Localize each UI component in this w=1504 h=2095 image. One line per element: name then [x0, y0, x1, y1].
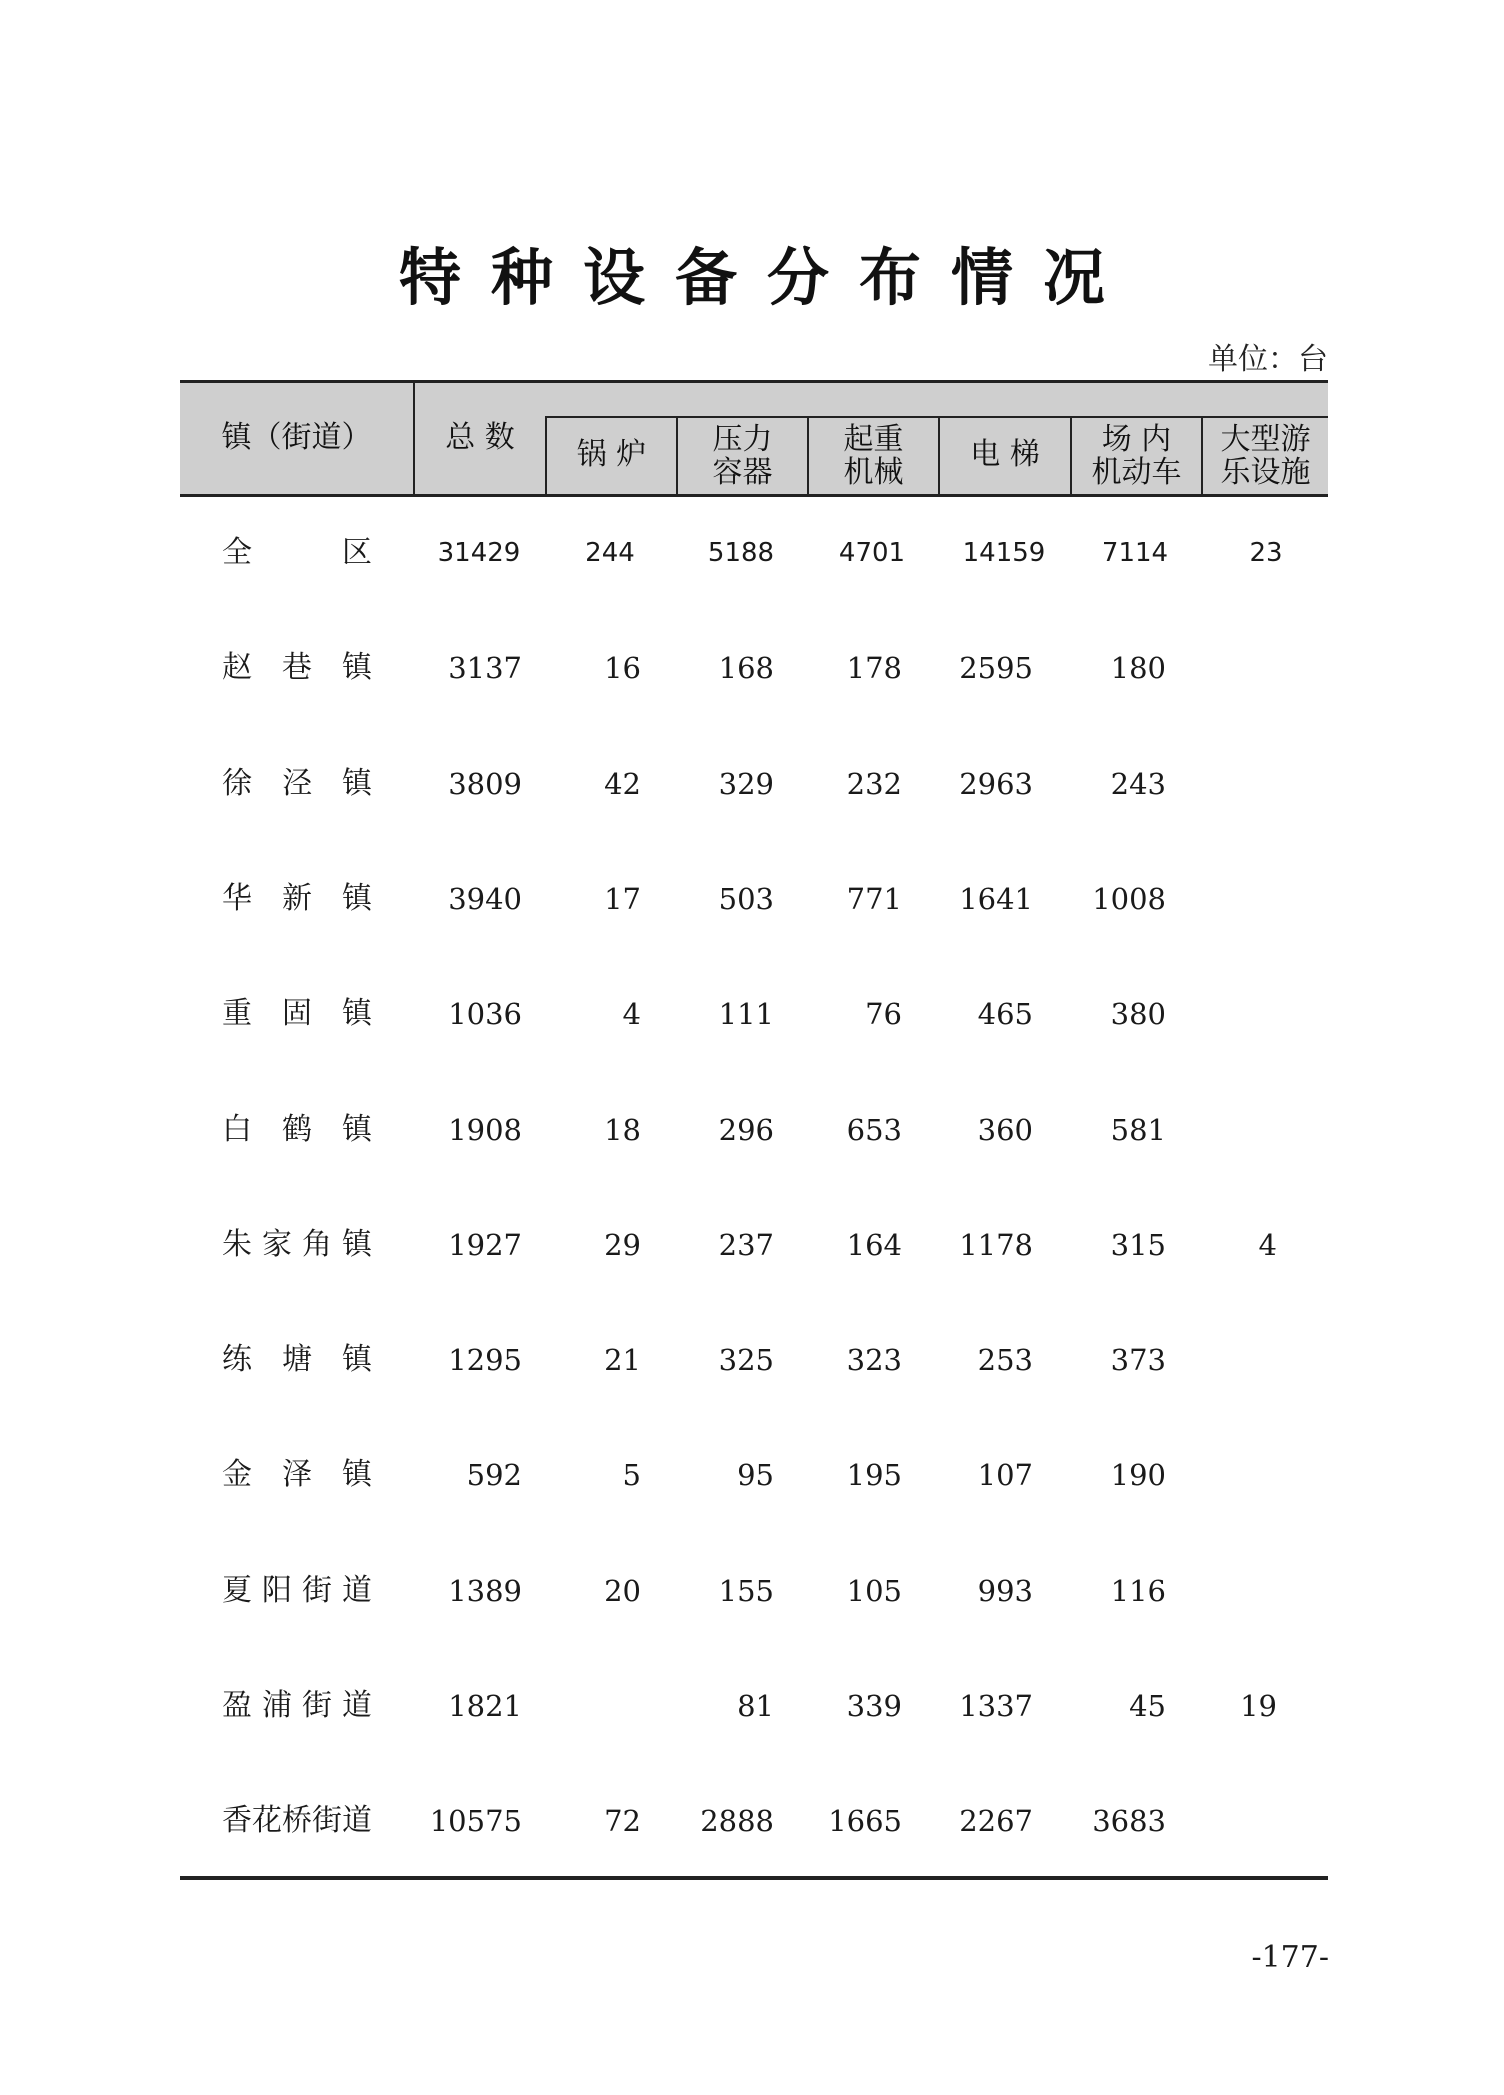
- cell-value: 771: [846, 881, 902, 916]
- cell-value: 164: [846, 1227, 902, 1262]
- cell-value: [501, 1676, 641, 1736]
- cell-value: 5188: [707, 538, 775, 568]
- cell-value: 2267: [959, 1804, 1033, 1839]
- table-row: [180, 1215, 1328, 1275]
- cell-value: 3940: [448, 881, 522, 916]
- cell-value: 253: [977, 1343, 1033, 1378]
- cell-value: 1641: [959, 881, 1033, 916]
- cell-value: 111: [718, 997, 774, 1032]
- table-row: [180, 1791, 1328, 1851]
- cell-value: 4: [1258, 1227, 1277, 1262]
- cell-value: 180: [1110, 651, 1166, 686]
- cell-value: 155: [718, 1573, 774, 1608]
- table-row: [180, 1676, 1328, 1736]
- cell-value: [1137, 1330, 1277, 1390]
- row-name: 金 泽 镇: [222, 1457, 372, 1493]
- cell-value: 42: [604, 766, 641, 801]
- table-row: [180, 1445, 1328, 1505]
- table-row: [180, 754, 1328, 814]
- cell-value: 339: [846, 1689, 902, 1723]
- table-row: [180, 1330, 1328, 1390]
- row-name: 盈 浦 街 道: [222, 1688, 372, 1723]
- cell-value: 10575: [429, 1804, 522, 1839]
- cell-value: 380: [1110, 997, 1166, 1032]
- cell-value: 3683: [1092, 1804, 1166, 1839]
- cell-value: 45: [1129, 1689, 1166, 1723]
- header-bottom-rule: [180, 494, 1328, 497]
- cell-value: 653: [846, 1112, 902, 1147]
- cell-value: 325: [718, 1343, 774, 1378]
- header-vehicle: 场 内 机动车: [1091, 422, 1182, 490]
- cell-value: [1137, 984, 1277, 1044]
- cell-value: [1137, 638, 1277, 698]
- table-row: [180, 869, 1328, 929]
- cell-value: 17: [604, 881, 641, 916]
- cell-value: 243: [1110, 766, 1166, 801]
- cell-value: 21: [604, 1343, 641, 1378]
- cell-value: 503: [718, 881, 774, 916]
- cell-value: 107: [977, 1458, 1033, 1493]
- cell-value: 581: [1110, 1112, 1166, 1147]
- cell-value: 7114: [1101, 538, 1169, 568]
- cell-value: 116: [1110, 1573, 1166, 1608]
- cell-value: 1036: [448, 997, 522, 1032]
- page-title: 特种设备分布情况: [398, 241, 1135, 314]
- cell-value: 2595: [959, 651, 1033, 686]
- cell-value: 1908: [448, 1112, 522, 1147]
- cell-value: 592: [466, 1458, 522, 1493]
- row-name: 白 鹤 镇: [222, 1111, 372, 1147]
- table-header: [180, 383, 1328, 494]
- cell-value: 323: [846, 1343, 902, 1378]
- row-name: 全 区: [222, 535, 372, 570]
- row-name: 重 固 镇: [222, 996, 372, 1032]
- cell-value: 315: [1110, 1227, 1166, 1262]
- cell-value: 993: [977, 1573, 1033, 1608]
- cell-value: 1008: [1092, 881, 1166, 916]
- cell-value: 465: [977, 997, 1033, 1032]
- table-row: [180, 984, 1328, 1044]
- cell-value: [1137, 1791, 1277, 1851]
- row-name: 练 塘 镇: [222, 1342, 372, 1378]
- cell-value: 3809: [448, 766, 522, 801]
- header-name: 镇（街道）: [221, 420, 372, 455]
- row-name: 朱 家 角 镇: [222, 1226, 372, 1262]
- page-number: -177-: [1251, 1940, 1329, 1975]
- cell-value: 4: [622, 997, 641, 1032]
- cell-value: 20: [604, 1573, 641, 1608]
- table-row: [180, 1100, 1328, 1160]
- cell-value: 76: [865, 997, 902, 1032]
- row-name: 徐 泾 镇: [222, 765, 372, 801]
- cell-value: 1389: [448, 1573, 522, 1608]
- cell-value: 31429: [437, 538, 521, 568]
- cell-value: 360: [977, 1112, 1033, 1147]
- table-row: [180, 1561, 1328, 1621]
- cell-value: 244: [585, 538, 635, 568]
- cell-value: 23: [1249, 538, 1283, 568]
- cell-value: 81: [737, 1689, 774, 1723]
- header-pressure: 压力 容器: [712, 422, 773, 490]
- cell-value: 168: [718, 651, 774, 686]
- cell-value: 4701: [838, 538, 906, 568]
- header-boiler: 锅 炉: [576, 437, 647, 472]
- cell-value: 373: [1110, 1343, 1166, 1378]
- cell-value: 1927: [448, 1227, 522, 1262]
- unit-label: 单位：台: [1208, 342, 1328, 377]
- row-name: 华 新 镇: [222, 880, 372, 916]
- cell-value: 296: [718, 1112, 774, 1147]
- cell-value: 16: [604, 651, 641, 686]
- table-row: [180, 638, 1328, 698]
- cell-value: 1178: [959, 1227, 1033, 1262]
- table-bottom-rule: [180, 1876, 1328, 1880]
- cell-value: 72: [604, 1804, 641, 1839]
- cell-value: 232: [846, 766, 902, 801]
- row-name: 香花桥街道: [222, 1803, 372, 1839]
- cell-value: 1665: [828, 1804, 902, 1839]
- row-name: 夏 阳 街 道: [222, 1572, 372, 1608]
- table-row-total: [180, 523, 1328, 583]
- cell-value: [1137, 1100, 1277, 1160]
- row-name: 赵 巷 镇: [222, 650, 372, 686]
- cell-value: 329: [718, 766, 774, 801]
- header-elevator: 电 梯: [970, 437, 1040, 472]
- cell-value: 105: [846, 1573, 902, 1608]
- cell-value: [1137, 1445, 1277, 1505]
- cell-value: 2888: [700, 1804, 774, 1839]
- cell-value: 29: [604, 1227, 641, 1262]
- cell-value: [1137, 869, 1277, 929]
- cell-value: 95: [737, 1458, 774, 1493]
- cell-value: 190: [1110, 1458, 1166, 1493]
- cell-value: 2963: [959, 766, 1033, 801]
- cell-value: 1821: [448, 1689, 522, 1723]
- cell-value: 1295: [448, 1343, 522, 1378]
- cell-value: 195: [846, 1458, 902, 1493]
- cell-value: 14159: [962, 538, 1046, 568]
- cell-value: 19: [1240, 1689, 1277, 1723]
- cell-value: 237: [718, 1227, 774, 1262]
- header-sub-rule: [545, 416, 1328, 418]
- cell-value: 3137: [448, 651, 522, 686]
- cell-value: 178: [846, 651, 902, 686]
- cell-value: [1137, 1561, 1277, 1621]
- header-amusement: 大型游 乐设施: [1220, 422, 1311, 490]
- cell-value: 1337: [959, 1689, 1033, 1723]
- header-total: 总 数: [445, 420, 515, 455]
- cell-value: 18: [604, 1112, 641, 1147]
- cell-value: [1137, 754, 1277, 814]
- header-lifting: 起重 机械: [843, 422, 904, 490]
- cell-value: 5: [622, 1458, 641, 1493]
